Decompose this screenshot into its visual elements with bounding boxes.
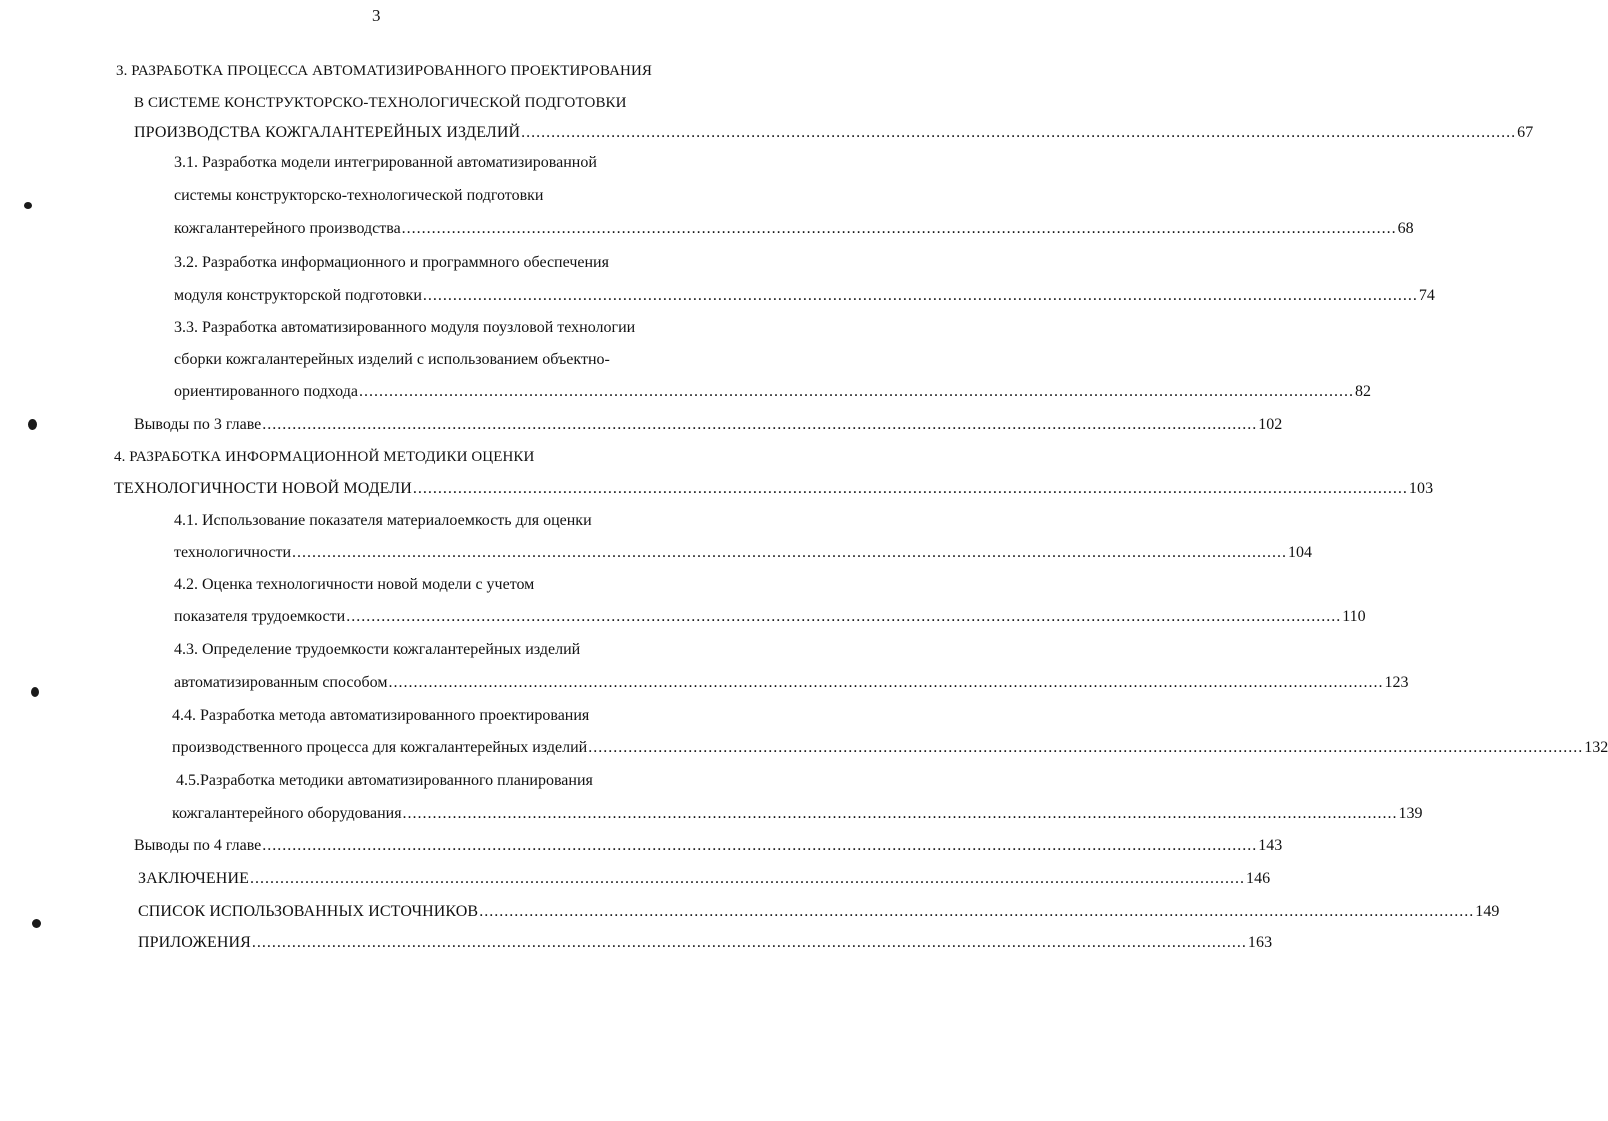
toc-references-title: СПИСОК ИСПОЛЬЗОВАННЫХ ИСТОЧНИКОВ: [138, 903, 479, 920]
toc-section-4-4-line-1: 4.4. Разработка метода автоматизированного проектирования: [172, 707, 590, 724]
leader-dots: .......................................................................................................................................................................................................: [388, 674, 1384, 691]
toc-section-3-2-line-2: модуля конструкторской подготовки: [174, 287, 422, 304]
toc-entry-appendices[interactable]: [138, 933, 1273, 953]
toc-section-4-5-line-2: кожгалантерейного оборудования: [172, 805, 402, 822]
toc-entry-conclusion[interactable]: [138, 869, 1271, 889]
toc-section-4-3-line-2: автоматизированным способом: [174, 674, 388, 691]
leader-dots: .......................................................................................................................................................................................................: [249, 870, 1245, 887]
toc-section-4-5-line-1: 4.5.Разработка методики автоматизированного планирования: [176, 772, 593, 789]
toc-entry-chapter-4[interactable]: [114, 479, 1434, 499]
toc-section-4-2-line-2: показателя трудоемкости: [174, 608, 346, 625]
page-ref: 110: [1342, 608, 1366, 625]
leader-dots: .......................................................................................................................................................................................................: [292, 544, 1288, 561]
toc-entry-conclusions-4[interactable]: [134, 836, 1283, 856]
page-ref: 67: [1517, 124, 1534, 141]
leader-dots: .......................................................................................................................................................................................................: [251, 934, 1247, 951]
toc-section-4-1-line-2: технологичности: [174, 544, 292, 561]
page-ref: 104: [1288, 544, 1313, 561]
toc-chapter-3-title-line-3: ПРОИЗВОДСТВА КОЖГАЛАНТЕРЕЙНЫХ ИЗДЕЛИЙ: [134, 124, 521, 141]
toc-entry-chapter-3[interactable]: [134, 123, 1534, 143]
toc-entry-section-4-2[interactable]: [174, 607, 1366, 627]
page-ref: 143: [1258, 837, 1283, 854]
toc-entry-section-3-2[interactable]: [174, 286, 1435, 306]
toc-conclusions-4-title: Выводы по 4 главе: [134, 837, 262, 854]
page-ref: 74: [1418, 287, 1435, 304]
scan-speck: [24, 202, 32, 209]
scan-speck: [32, 919, 41, 928]
page-ref: 163: [1247, 934, 1273, 951]
toc-section-3-1-line-2: системы конструкторско-технологической подготовки: [174, 187, 544, 204]
toc-section-3-1-line-3: кожгалантерейного производства: [174, 220, 401, 237]
toc-entry-section-4-1[interactable]: [174, 543, 1313, 563]
leader-dots: .......................................................................................................................................................................................................: [262, 837, 1258, 854]
toc-conclusions-3-title: Выводы по 3 главе: [134, 416, 262, 433]
toc-entry-section-4-3[interactable]: [174, 673, 1409, 693]
leader-dots: .......................................................................................................................................................................................................: [401, 220, 1397, 237]
leader-dots: .......................................................................................................................................................................................................: [346, 608, 1342, 625]
toc-entry-references[interactable]: [138, 902, 1500, 922]
toc-chapter-4-title-line-2: ТЕХНОЛОГИЧНОСТИ НОВОЙ МОДЕЛИ: [114, 480, 412, 497]
toc-section-3-2-line-1: 3.2. Разработка информационного и программного обеспечения: [174, 254, 609, 271]
toc-chapter-4-title-line-1: 4. РАЗРАБОТКА ИНФОРМАЦИОННОЙ МЕТОДИКИ ОЦЕНКИ: [114, 449, 535, 465]
page-ref: 102: [1258, 416, 1283, 433]
toc-section-4-2-line-1: 4.2. Оценка технологичности новой модели с учетом: [174, 576, 535, 593]
page-ref: 68: [1397, 220, 1414, 237]
toc-section-4-4-line-2: производственного процесса для кожгалантерейных изделий: [172, 739, 588, 756]
toc-conclusion-title: ЗАКЛЮЧЕНИЕ: [138, 870, 249, 887]
toc-entry-conclusions-3[interactable]: [134, 415, 1283, 435]
page-ref: 132: [1584, 739, 1608, 756]
leader-dots: .......................................................................................................................................................................................................: [479, 903, 1475, 920]
leader-dots: .......................................................................................................................................................................................................: [358, 383, 1354, 400]
page-ref: 82: [1354, 383, 1371, 400]
toc-entry-section-3-3[interactable]: [174, 382, 1371, 402]
toc-section-3-1-line-1: 3.1. Разработка модели интегрированной автоматизированной: [174, 154, 597, 171]
page-ref: 149: [1475, 903, 1500, 920]
page-ref: 123: [1384, 674, 1409, 691]
leader-dots: .......................................................................................................................................................................................................: [422, 287, 1418, 304]
toc-appendices-title: ПРИЛОЖЕНИЯ: [138, 934, 251, 951]
scan-speck: [31, 687, 39, 697]
toc-chapter-3-title-line-2: В СИСТЕМЕ КОНСТРУКТОРСКО-ТЕХНОЛОГИЧЕСКОЙ ПОДГОТОВКИ: [134, 95, 627, 111]
leader-dots: .......................................................................................................................................................................................................: [412, 480, 1408, 497]
page-ref: 103: [1408, 480, 1434, 497]
toc-chapter-3-title-line-1: 3. РАЗРАБОТКА ПРОЦЕССА АВТОМАТИЗИРОВАННОГО ПРОЕКТИРОВАНИЯ: [116, 63, 653, 79]
leader-dots: .......................................................................................................................................................................................................: [262, 416, 1258, 433]
toc-entry-section-4-5[interactable]: [172, 804, 1423, 824]
page-ref: 139: [1398, 805, 1423, 822]
toc-section-4-3-line-1: 4.3. Определение трудоемкости кожгалантерейных изделий: [174, 641, 581, 658]
toc-section-3-3-line-1: 3.3. Разработка автоматизированного модуля поузловой технологии: [174, 319, 636, 336]
leader-dots: .......................................................................................................................................................................................................: [521, 124, 1517, 141]
leader-dots: .......................................................................................................................................................................................................: [402, 805, 1398, 822]
toc-section-3-3-line-3: ориентированного подхода: [174, 383, 358, 400]
toc-section-4-1-line-1: 4.1. Использование показателя материалоемкость для оценки: [174, 512, 592, 529]
leader-dots: .......................................................................................................................................................................................................: [588, 739, 1584, 756]
page-ref: 146: [1245, 870, 1271, 887]
toc-entry-section-4-4[interactable]: [172, 738, 1608, 758]
page-number: 3: [372, 6, 381, 25]
toc-section-3-3-line-2: сборки кожгалантерейных изделий с использованием объектно-: [174, 351, 610, 368]
toc-entry-section-3-1[interactable]: [174, 219, 1414, 239]
scan-speck: [28, 419, 37, 430]
